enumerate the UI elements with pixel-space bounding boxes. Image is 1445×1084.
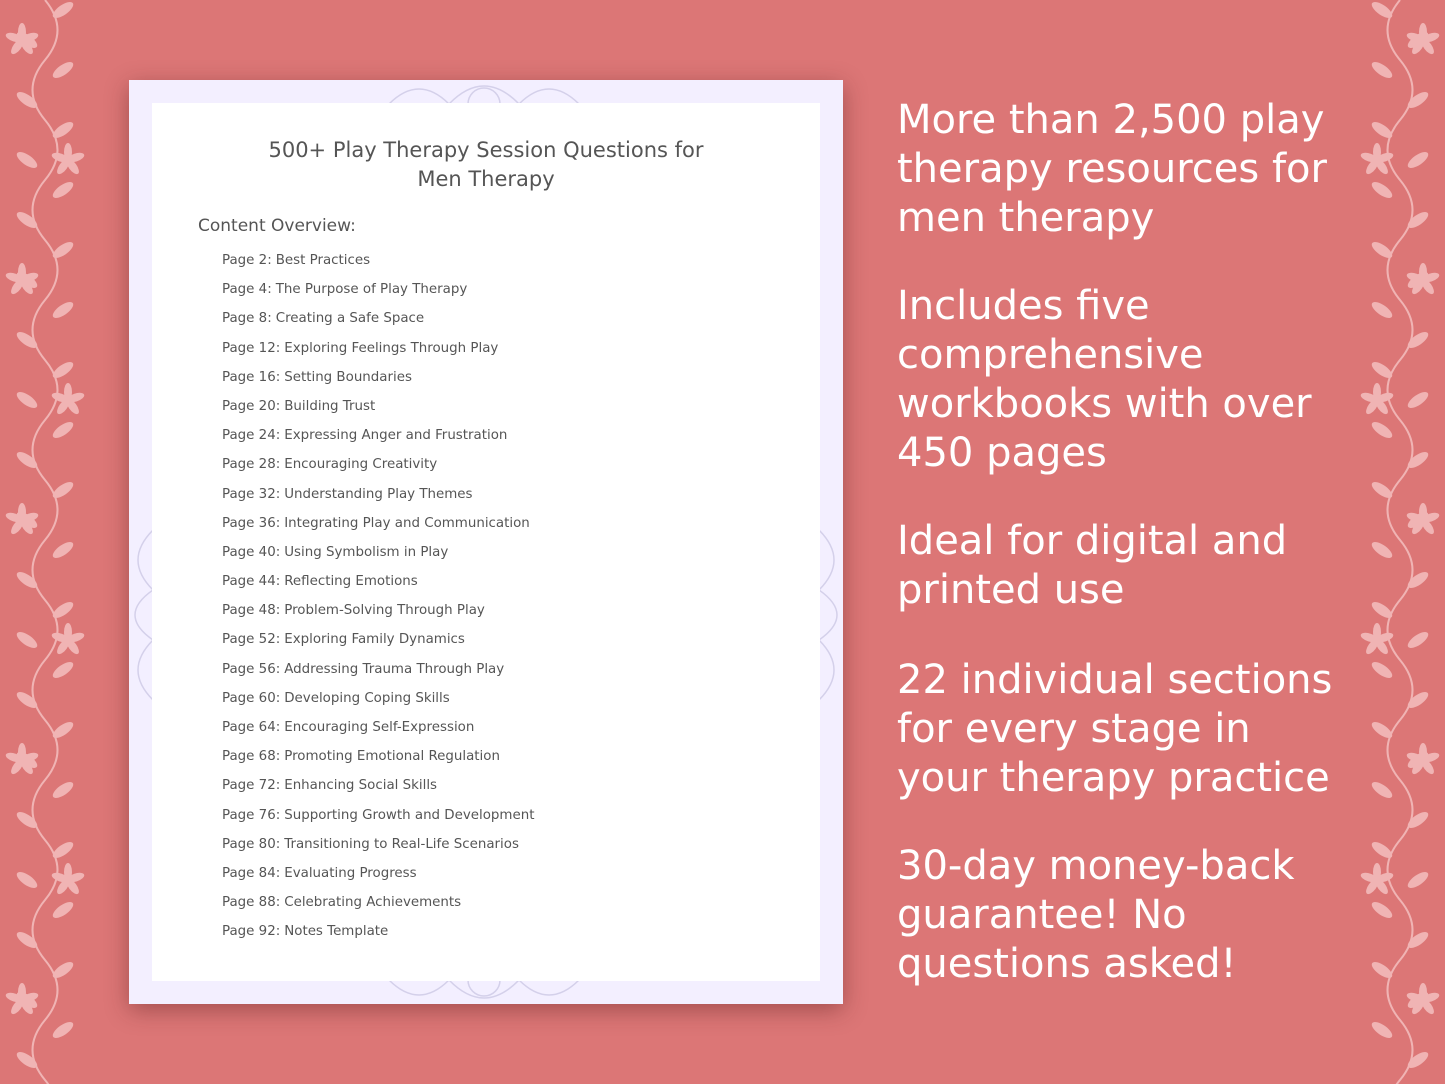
- toc-entry-label: Understanding Play Themes: [284, 486, 473, 502]
- document-title: [152, 136, 820, 194]
- mandala-ornament-icon: [379, 980, 589, 1004]
- toc-entry-label: Encouraging Self-Expression: [284, 720, 475, 735]
- toc-entry-label: The Purpose of Play Therapy: [275, 282, 468, 298]
- toc-page-number: Page 80:: [222, 836, 281, 852]
- toc-entry: [222, 691, 534, 720]
- toc-entry-label: Developing Coping Skills: [284, 690, 450, 706]
- toc-page-number: Page 24:: [222, 428, 281, 444]
- mandala-ornament-icon: [129, 520, 153, 710]
- toc-entry-label: Setting Boundaries: [284, 369, 412, 385]
- mandala-ornament-icon: [819, 520, 843, 710]
- toc-page-number: Page 84:: [222, 865, 281, 881]
- toc-entry: [222, 370, 534, 399]
- mandala-ornament-icon: [379, 80, 589, 104]
- toc-page-number: Page 4:: [222, 282, 272, 298]
- toc-entry: [222, 487, 534, 516]
- toc-page-number: Page 2:: [222, 253, 272, 268]
- content-overview-label: Content Overview:: [198, 216, 356, 236]
- toc-entry: [222, 662, 534, 691]
- toc-entry-label: Best Practices: [275, 253, 371, 268]
- toc-page-number: Page 60:: [222, 690, 281, 706]
- toc-entry-label: Addressing Trauma Through Play: [284, 661, 505, 677]
- feature-item: Includes five comprehensive workbooks with over 450 pages: [897, 283, 1312, 476]
- floral-vine-left-icon: [0, 0, 90, 1084]
- toc-entry: [222, 924, 534, 953]
- toc-entry: [222, 399, 534, 428]
- toc-page-number: Page 44:: [222, 574, 281, 590]
- toc-entry: [222, 545, 534, 574]
- toc-entry-label: Exploring Family Dynamics: [284, 632, 465, 648]
- toc-page-number: Page 52:: [222, 632, 281, 648]
- toc-page-number: Page 28:: [222, 457, 281, 473]
- feature-item: 30-day money-back guarantee! No questions asked!: [897, 843, 1295, 987]
- toc-page-number: Page 72:: [222, 778, 281, 794]
- document-page: [152, 103, 820, 981]
- toc-page-number: Page 68:: [222, 749, 281, 765]
- feature-item: More than 2,500 play therapy resources for men therapy: [897, 97, 1327, 241]
- document-title-line-1: 500+ Play Therapy Session Questions for: [268, 138, 704, 162]
- toc-entry-label: Reflecting Emotions: [284, 574, 418, 590]
- toc-entry-label: Creating a Safe Space: [275, 311, 425, 327]
- toc-page-number: Page 88:: [222, 895, 281, 911]
- toc-page-number: Page 20:: [222, 398, 281, 414]
- document-preview: [129, 80, 843, 1004]
- toc-page-number: Page 12:: [222, 340, 281, 356]
- toc-entry-label: Expressing Anger and Frustration: [284, 428, 508, 444]
- toc-entry: [222, 516, 534, 545]
- toc-entry-label: Encouraging Creativity: [284, 457, 438, 473]
- toc-entry: [222, 895, 534, 924]
- toc-entry: [222, 837, 534, 866]
- toc-entry-label: Using Symbolism in Play: [284, 544, 449, 560]
- toc-entry-label: Transitioning to Real-Life Scenarios: [284, 836, 519, 852]
- toc-page-number: Page 48:: [222, 603, 281, 619]
- toc-entry: [222, 341, 534, 370]
- document-title-line-2: Men Therapy: [417, 167, 555, 191]
- toc-entry: [222, 603, 534, 632]
- toc-entry-label: Evaluating Progress: [284, 865, 417, 881]
- toc-page-number: Page 56:: [222, 661, 281, 677]
- toc-entry: [222, 720, 534, 749]
- toc-page-number: Page 32:: [222, 486, 281, 502]
- toc-page-number: Page 92:: [222, 924, 281, 940]
- toc-entry-label: Exploring Feelings Through Play: [284, 340, 499, 356]
- toc-page-number: Page 8:: [222, 311, 272, 327]
- toc-entry-label: Celebrating Achievements: [284, 895, 462, 911]
- toc-entry: [222, 866, 534, 895]
- toc-page-number: Page 64:: [222, 720, 281, 735]
- toc-entry-label: Enhancing Social Skills: [284, 778, 438, 794]
- toc-page-number: Page 36:: [222, 515, 281, 531]
- toc-entry-label: Supporting Growth and Development: [284, 807, 535, 823]
- toc-entry-label: Building Trust: [284, 398, 376, 414]
- toc-entry: [222, 253, 534, 282]
- toc-entry: [222, 282, 534, 311]
- feature-item: 22 individual sections for every stage in your therapy practice: [897, 657, 1333, 801]
- toc-entry-label: Integrating Play and Communication: [284, 515, 530, 531]
- table-of-contents: [222, 253, 534, 954]
- floral-vine-right-icon: [1355, 0, 1445, 1084]
- toc-entry: [222, 749, 534, 778]
- toc-entry-label: Notes Template: [284, 924, 389, 940]
- toc-entry: [222, 808, 534, 837]
- toc-entry-label: Problem-Solving Through Play: [284, 603, 485, 619]
- toc-entry-label: Promoting Emotional Regulation: [284, 749, 500, 765]
- toc-page-number: Page 16:: [222, 369, 281, 385]
- toc-page-number: Page 76:: [222, 807, 281, 823]
- toc-entry: [222, 311, 534, 340]
- feature-item: Ideal for digital and printed use: [897, 518, 1288, 613]
- toc-page-number: Page 40:: [222, 544, 281, 560]
- toc-entry: [222, 632, 534, 661]
- toc-entry: [222, 428, 534, 457]
- toc-entry: [222, 457, 534, 486]
- toc-entry: [222, 574, 534, 603]
- toc-entry: [222, 778, 534, 807]
